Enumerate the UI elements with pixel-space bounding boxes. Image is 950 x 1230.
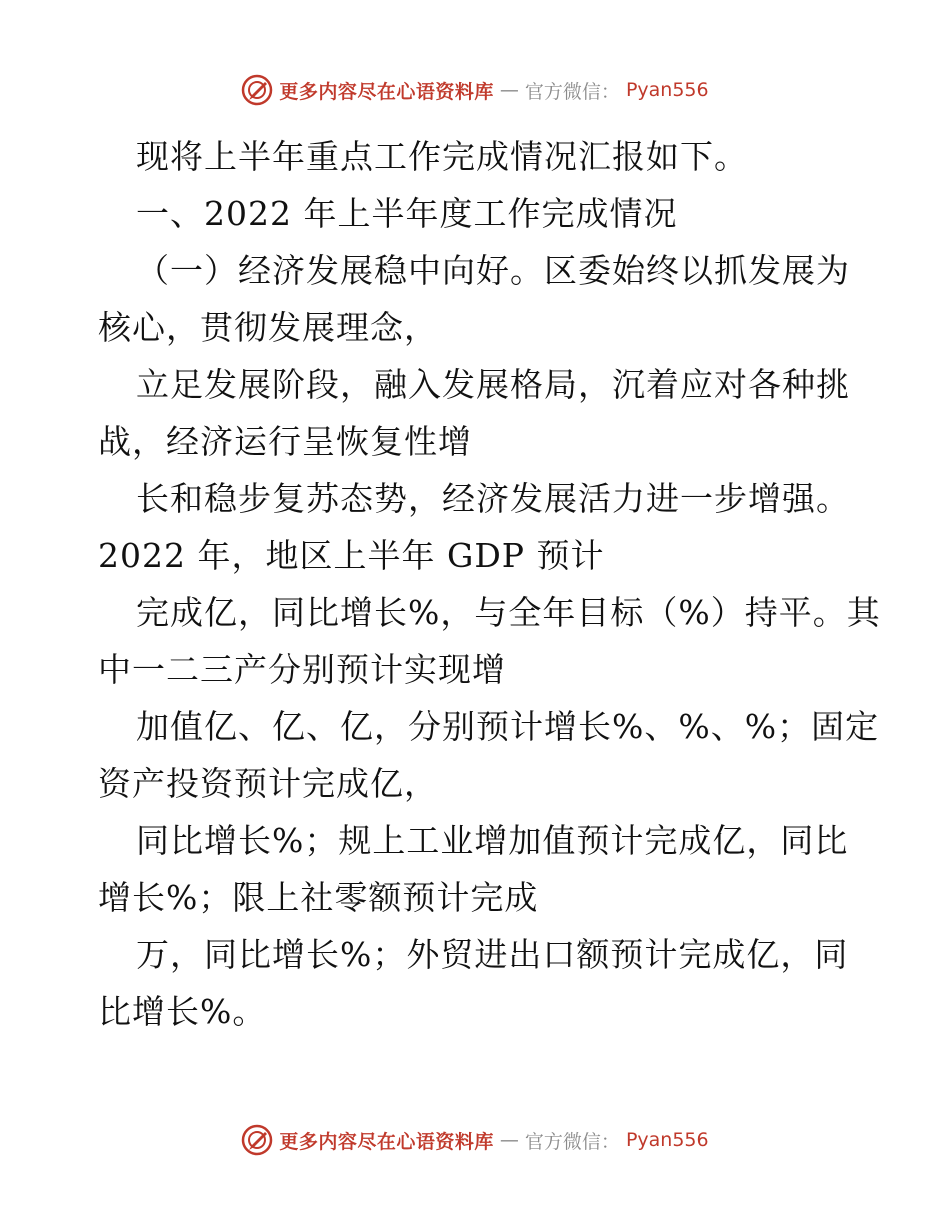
watermark-brand: 更多内容尽在心语资料库 xyxy=(279,80,494,103)
paragraph-line: 核心，贯彻发展理念， xyxy=(98,308,438,347)
brand-logo-icon xyxy=(241,1124,273,1156)
watermark-separator: — xyxy=(499,1129,519,1151)
paragraph-line: 立足发展阶段，融入发展格局，沉着应对各种挑 xyxy=(136,365,850,404)
watermark-wechat-id: Pyan556 xyxy=(625,1129,709,1151)
paragraph-line: 完成亿，同比增长%，与全年目标（%）持平。其 xyxy=(136,593,881,632)
section-heading: 一、2022 年上半年度工作完成情况 xyxy=(136,194,678,233)
paragraph-line: 中一二三产分别预计实现增 xyxy=(98,650,506,689)
header-watermark xyxy=(0,72,950,108)
paragraph-line: 现将上半年重点工作完成情况汇报如下。 xyxy=(136,137,748,176)
watermark-wechat-label: 官方微信： xyxy=(524,1130,620,1153)
watermark-brand: 更多内容尽在心语资料库 xyxy=(279,1130,494,1153)
paragraph-line: 战，经济运行呈恢复性增 xyxy=(98,422,472,461)
watermark-wechat-id: Pyan556 xyxy=(625,79,709,101)
paragraph-line: 长和稳步复苏态势，经济发展活力进一步增强。 xyxy=(136,479,850,518)
brand-logo-icon xyxy=(241,74,273,106)
paragraph-line: 万，同比增长%；外贸进出口额预计完成亿，同 xyxy=(136,935,849,974)
paragraph-line: 资产投资预计完成亿， xyxy=(98,764,438,803)
paragraph-line: （一）经济发展稳中向好。区委始终以抓发展为 xyxy=(136,251,850,290)
paragraph-line: 同比增长%；规上工业增加值预计完成亿，同比 xyxy=(136,821,849,860)
paragraph-line: 加值亿、亿、亿，分别预计增长%、%、%；固定 xyxy=(136,707,880,746)
paragraph-line: 增长%；限上社零额预计完成 xyxy=(98,878,539,917)
watermark-separator: — xyxy=(499,79,519,101)
paragraph-line: 2022 年，地区上半年 GDP 预计 xyxy=(98,536,605,575)
document-body xyxy=(98,128,881,1040)
watermark-wechat-label: 官方微信： xyxy=(524,80,620,103)
paragraph-line: 比增长%。 xyxy=(98,992,267,1031)
footer-watermark xyxy=(0,1122,950,1158)
